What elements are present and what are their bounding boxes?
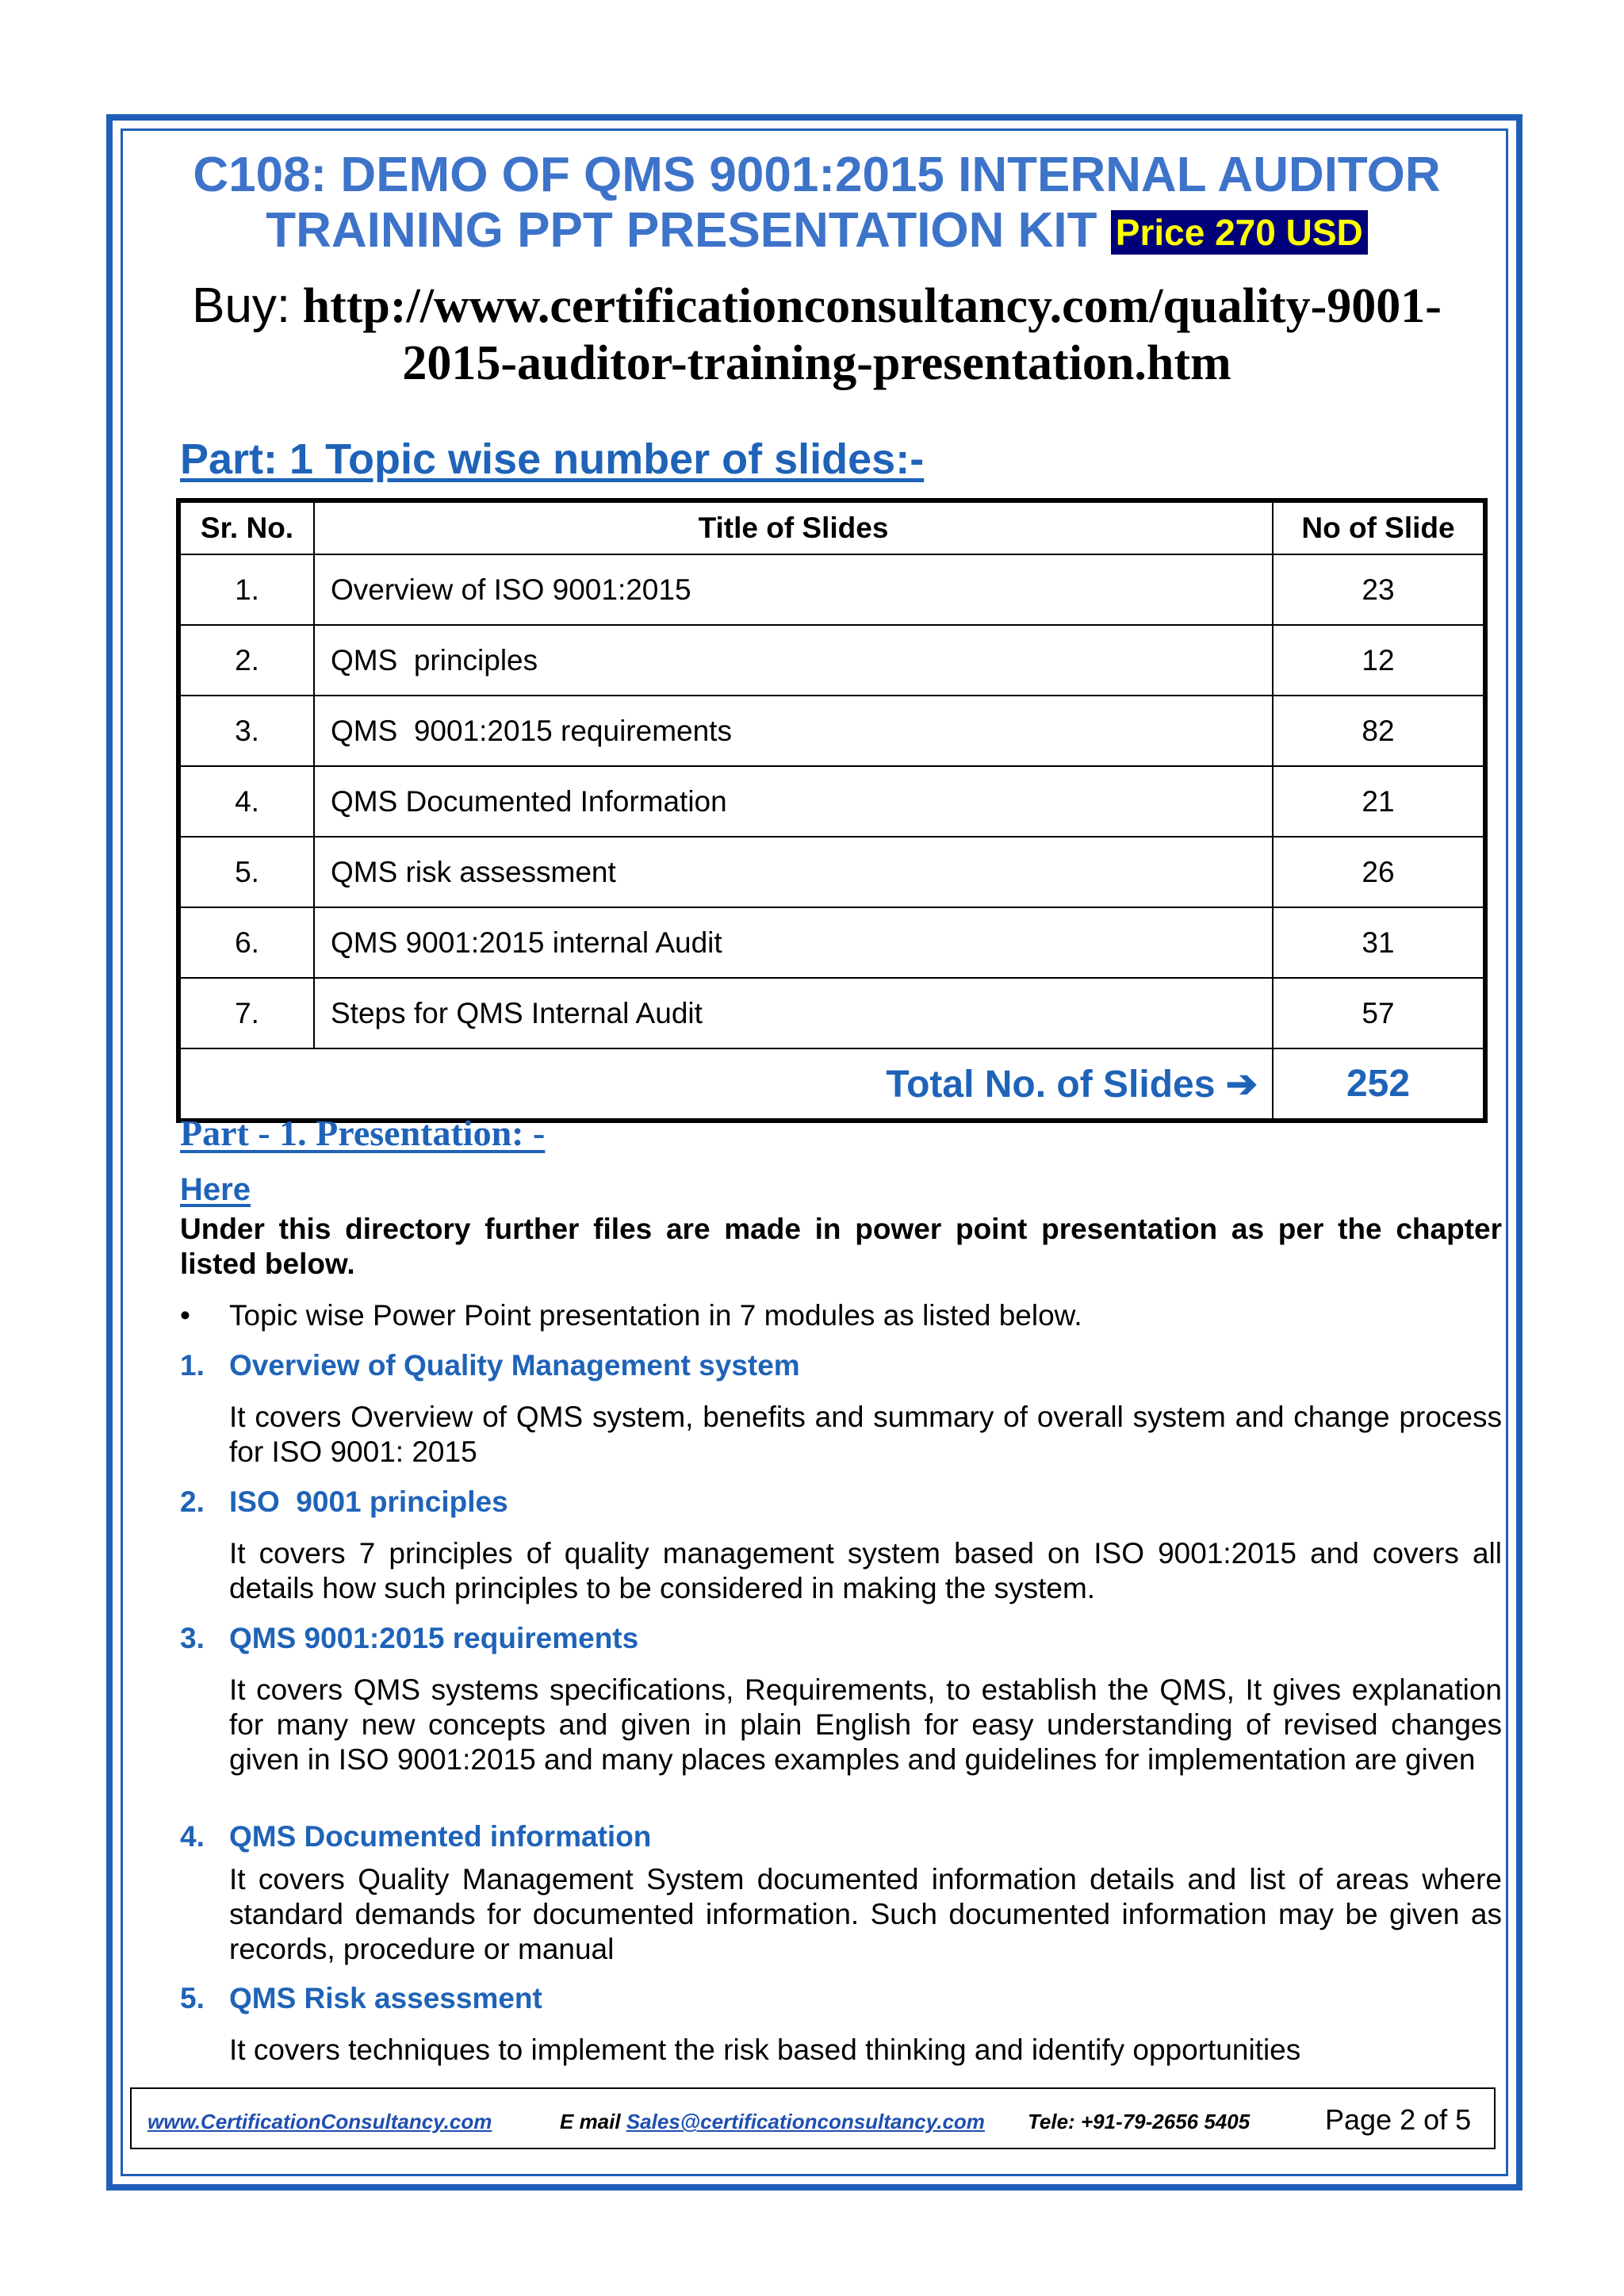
module-body: It covers QMS systems specifications, Requirements, to establish the QMS, It gives explanation for many new concepts and given in plain English for easy understanding of revised changes given in ISO 9001:2015 and many places examples and guidelines for implementation are given <box>229 1673 1502 1776</box>
table-header-row <box>178 500 1485 554</box>
module-title-text: QMS 9001:2015 requirements <box>229 1622 639 1654</box>
row-sr: 7. <box>178 978 314 1048</box>
module-body: It covers Overview of QMS system, benefits and summary of overall system and change process for ISO 9001: 2015 <box>229 1401 1502 1468</box>
col-header-title: Title of Slides <box>314 500 1273 554</box>
footer-telephone: Tele: +91-79-2656 5405 <box>1028 2110 1251 2133</box>
module-title <box>180 1819 651 1854</box>
table-total-row <box>178 1048 1485 1121</box>
col-header-count: No of Slide <box>1273 500 1485 554</box>
module-body: It covers Quality Management System documented information details and list of areas where standard demands for documented information. Such documented information may be given as records, procedure or manual <box>229 1863 1502 1965</box>
table-row <box>178 696 1485 766</box>
module-title-text: Overview of Quality Management system <box>229 1349 800 1382</box>
module-title-text: QMS Documented information <box>229 1820 652 1853</box>
row-count: 21 <box>1273 766 1485 837</box>
module-title <box>180 1485 508 1520</box>
module-title-text: ISO 9001 principles <box>229 1485 508 1518</box>
row-count: 82 <box>1273 696 1485 766</box>
module-body: It covers techniques to implement the risk based thinking and identify opportunities <box>229 2033 1301 2066</box>
bullet-text: Topic wise Power Point presentation in 7 modules as listed below. <box>229 1299 1082 1332</box>
module-title <box>180 1981 542 2016</box>
here-link[interactable]: Here <box>180 1172 251 1207</box>
row-title: QMS principles <box>314 625 1273 696</box>
row-title: Overview of ISO 9001:2015 <box>314 554 1273 625</box>
document-title <box>151 148 1483 260</box>
title-line-2-text: TRAINING PPT PRESENTATION KIT <box>266 203 1097 258</box>
row-count: 23 <box>1273 554 1485 625</box>
module-number: 2. <box>180 1485 205 1518</box>
module-number: 5. <box>180 1982 205 2014</box>
intro-paragraph: Under this directory further files are made in power point presentation as per the chapter listed below. <box>180 1213 1502 1280</box>
row-sr: 5. <box>178 837 314 907</box>
row-title: QMS 9001:2015 internal Audit <box>314 907 1273 978</box>
row-title: Steps for QMS Internal Audit <box>314 978 1273 1048</box>
row-sr: 4. <box>178 766 314 837</box>
row-title: QMS risk assessment <box>314 837 1273 907</box>
total-label: Total No. of Slides ➔ <box>178 1048 1273 1121</box>
row-count: 26 <box>1273 837 1485 907</box>
module-body: It covers 7 principles of quality management system based on ISO 9001:2015 and covers all details how such principles to be considered in making the system. <box>229 1537 1502 1604</box>
module-number: 3. <box>180 1622 205 1654</box>
row-sr: 1. <box>178 554 314 625</box>
slides-table <box>176 498 1488 1123</box>
row-count: 57 <box>1273 978 1485 1048</box>
part1-heading: Part: 1 Topic wise number of slides:- <box>180 435 925 483</box>
footer-email <box>560 2110 985 2134</box>
module-number: 4. <box>180 1820 205 1853</box>
buy-url-part-2[interactable]: 2015-auditor-training-presentation.htm <box>402 336 1231 390</box>
table-row <box>178 766 1485 837</box>
total-value: 252 <box>1273 1048 1485 1121</box>
row-sr: 3. <box>178 696 314 766</box>
table-row <box>178 907 1485 978</box>
module-title-text: QMS Risk assessment <box>229 1982 542 2014</box>
price-badge: Price 270 USD <box>1111 210 1368 255</box>
bullet-item <box>180 1298 1502 1333</box>
footer-email-link[interactable]: Sales@certificationconsultancy.com <box>626 2110 985 2133</box>
page-number: Page 2 of 5 <box>1325 2103 1472 2136</box>
module-title <box>180 1621 638 1656</box>
module-number: 1. <box>180 1349 205 1382</box>
row-title: QMS 9001:2015 requirements <box>314 696 1273 766</box>
presentation-heading: Part - 1. Presentation: - <box>180 1113 546 1153</box>
bullet-icon: • <box>180 1299 190 1332</box>
title-line-2 <box>151 203 1483 260</box>
footer-email-label: E mail <box>560 2110 621 2133</box>
row-sr: 2. <box>178 625 314 696</box>
buy-link-block <box>151 278 1483 392</box>
table-row <box>178 978 1485 1048</box>
row-count: 31 <box>1273 907 1485 978</box>
buy-url-part-1[interactable]: http://www.certificationconsultancy.com/quality-9001- <box>302 279 1442 333</box>
row-count: 12 <box>1273 625 1485 696</box>
table-row <box>178 837 1485 907</box>
footer-website-link[interactable]: www.CertificationConsultancy.com <box>147 2110 492 2133</box>
row-sr: 6. <box>178 907 314 978</box>
title-line-1: C108: DEMO OF QMS 9001:2015 INTERNAL AUDITOR <box>193 148 1441 202</box>
module-title <box>180 1348 800 1383</box>
row-title: QMS Documented Information <box>314 766 1273 837</box>
page-footer <box>130 2087 1496 2149</box>
buy-label: Buy: <box>192 278 291 333</box>
table-row <box>178 625 1485 696</box>
col-header-sr: Sr. No. <box>178 500 314 554</box>
buy-line-1 <box>151 278 1483 335</box>
table-row <box>178 554 1485 625</box>
